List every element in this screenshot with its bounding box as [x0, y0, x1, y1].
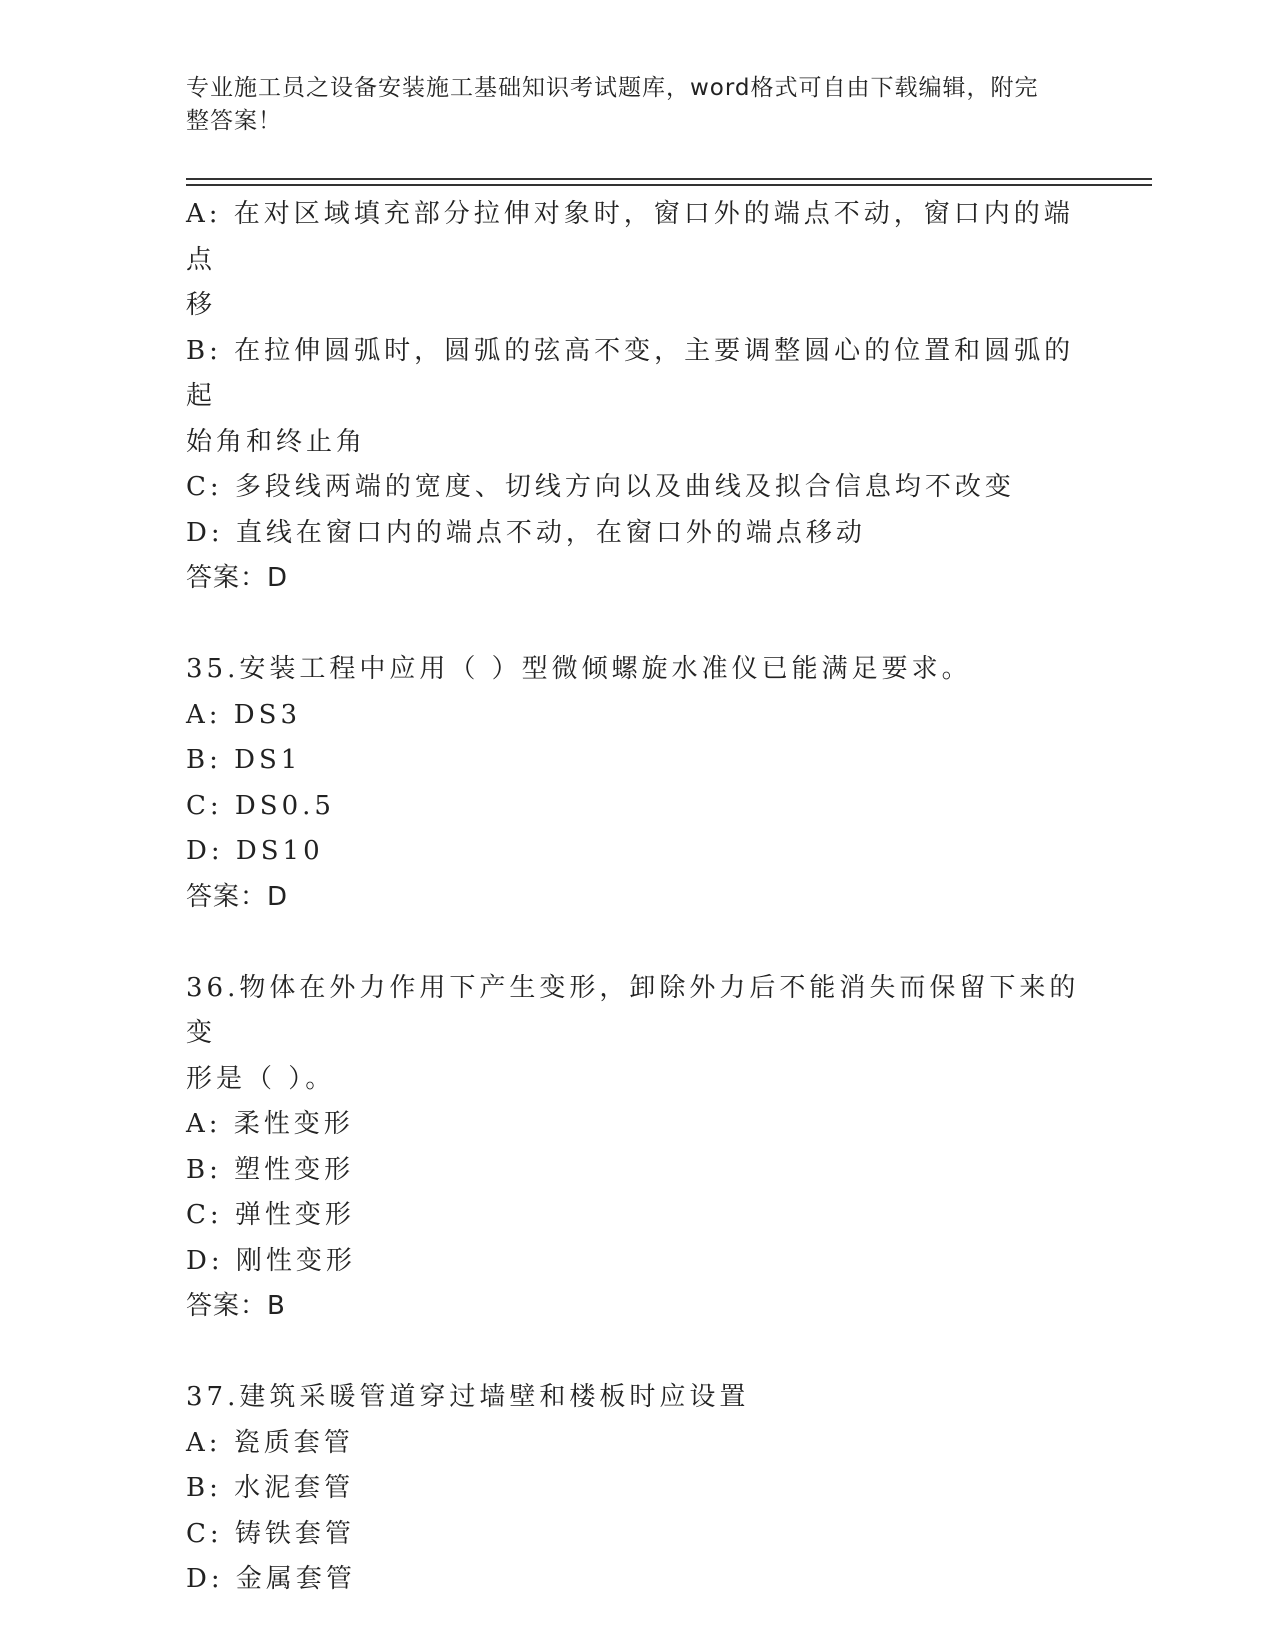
- question-list: [186, 192, 1086, 1603]
- spacer: [186, 602, 1086, 648]
- question-block-37: [186, 1375, 1086, 1603]
- question-block-36: [186, 966, 1086, 1330]
- option-d: D: 直线在窗口内的端点不动，在窗口外的端点移动: [186, 517, 866, 548]
- answer: 答案：B: [186, 1291, 286, 1321]
- header-line-2: 整答案！: [186, 108, 282, 134]
- option-a: A: DS3: [186, 699, 301, 730]
- question-text: 37.建筑采暖管道穿过墙壁和楼板时应设置: [186, 1382, 750, 1412]
- question-block-35: [186, 647, 1086, 920]
- spacer: [186, 920, 1086, 966]
- question-text-line-1: 36.物体在外力作用下产生变形，卸除外力后不能消失而保留下来的变: [186, 972, 1080, 1048]
- option-b-line-1: B: 在拉伸圆弧时，圆弧的弦高不变，主要调整圆心的位置和圆弧的起: [186, 335, 1075, 411]
- option-a-line-1: A: 在对区域填充部分拉伸对象时，窗口外的端点不动，窗口内的端点: [186, 199, 1074, 275]
- option-d: D: 金属套管: [186, 1564, 356, 1594]
- option-b-line-2: 始角和终止角: [186, 426, 367, 457]
- spacer: [186, 1330, 1086, 1376]
- option-a-line-2: 移: [186, 290, 217, 320]
- header-line-1: 专业施工员之设备安装施工基础知识考试题库，word格式可自由下载编辑，附完: [186, 75, 1039, 101]
- option-a: A: 瓷质套管: [186, 1427, 354, 1458]
- header-rule-bottom: [186, 184, 1152, 186]
- option-d: D: 刚性变形: [186, 1245, 356, 1276]
- option-c: C: 多段线两端的宽度、切线方向以及曲线及拟合信息均不改变: [186, 472, 1015, 502]
- answer: 答案：D: [186, 881, 289, 912]
- option-c: C: 铸铁套管: [186, 1518, 355, 1549]
- option-d: D: DS10: [186, 836, 324, 866]
- document-header: [186, 72, 1066, 138]
- question-text-line-2: 形是（ ）。: [186, 1063, 336, 1094]
- option-b: B: 水泥套管: [186, 1473, 355, 1503]
- question-block-34: [186, 192, 1086, 602]
- option-a: A: 柔性变形: [186, 1109, 354, 1139]
- option-c: C: 弹性变形: [186, 1200, 355, 1230]
- option-b: B: 塑性变形: [186, 1154, 355, 1185]
- header-rule-top: [186, 178, 1152, 180]
- answer: 答案：D: [186, 563, 289, 593]
- option-c: C: DS0.5: [186, 790, 335, 821]
- option-b: B: DS1: [186, 745, 302, 775]
- question-text: 35.安装工程中应用（ ）型微倾螺旋水准仪已能满足要求。: [186, 654, 972, 684]
